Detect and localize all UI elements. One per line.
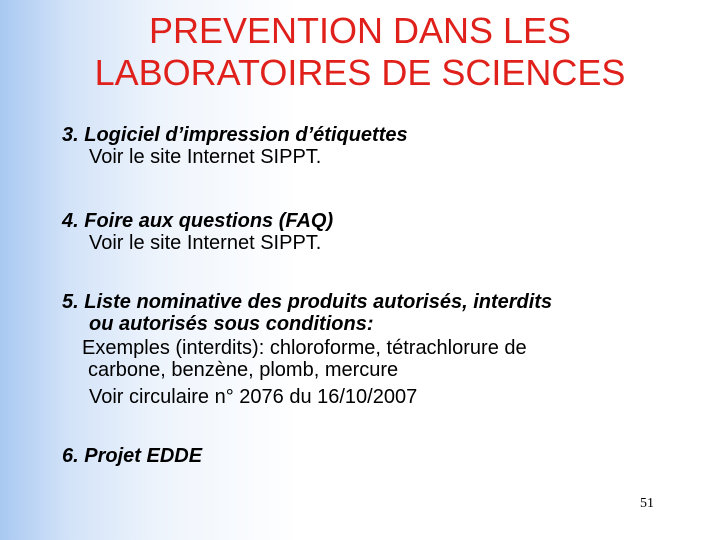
- item-heading: 3. Logiciel d’impression d’étiquettes: [62, 124, 408, 146]
- item-liste-nominative: [62, 291, 702, 408]
- item-text: Voir circulaire n° 2076 du 16/10/2007: [89, 386, 418, 408]
- slide-title: [0, 10, 720, 94]
- item-text: Voir le site Internet SIPPT.: [89, 232, 322, 254]
- item-text: Exemples (interdits): chloroforme, tétrachlorure de: [82, 337, 527, 359]
- item-logiciel: [62, 124, 702, 168]
- item-heading-continuation: ou autorisés sous conditions:: [89, 313, 374, 335]
- slide-title-line-2: LABORATOIRES DE SCIENCES: [94, 52, 626, 93]
- item-heading: 5. Liste nominative des produits autorisés, interdits: [62, 291, 553, 313]
- item-text: carbone, benzène, plomb, mercure: [88, 359, 399, 381]
- page-number: 51: [640, 496, 654, 511]
- item-heading: 6. Projet EDDE: [62, 445, 203, 467]
- item-faq: [62, 210, 702, 254]
- item-text: Voir le site Internet SIPPT.: [89, 146, 322, 168]
- slide-content: [62, 124, 702, 467]
- item-projet-edde: [62, 445, 702, 467]
- item-heading: 4. Foire aux questions (FAQ): [62, 210, 334, 232]
- slide-title-line-1: PREVENTION DANS LES: [148, 10, 572, 51]
